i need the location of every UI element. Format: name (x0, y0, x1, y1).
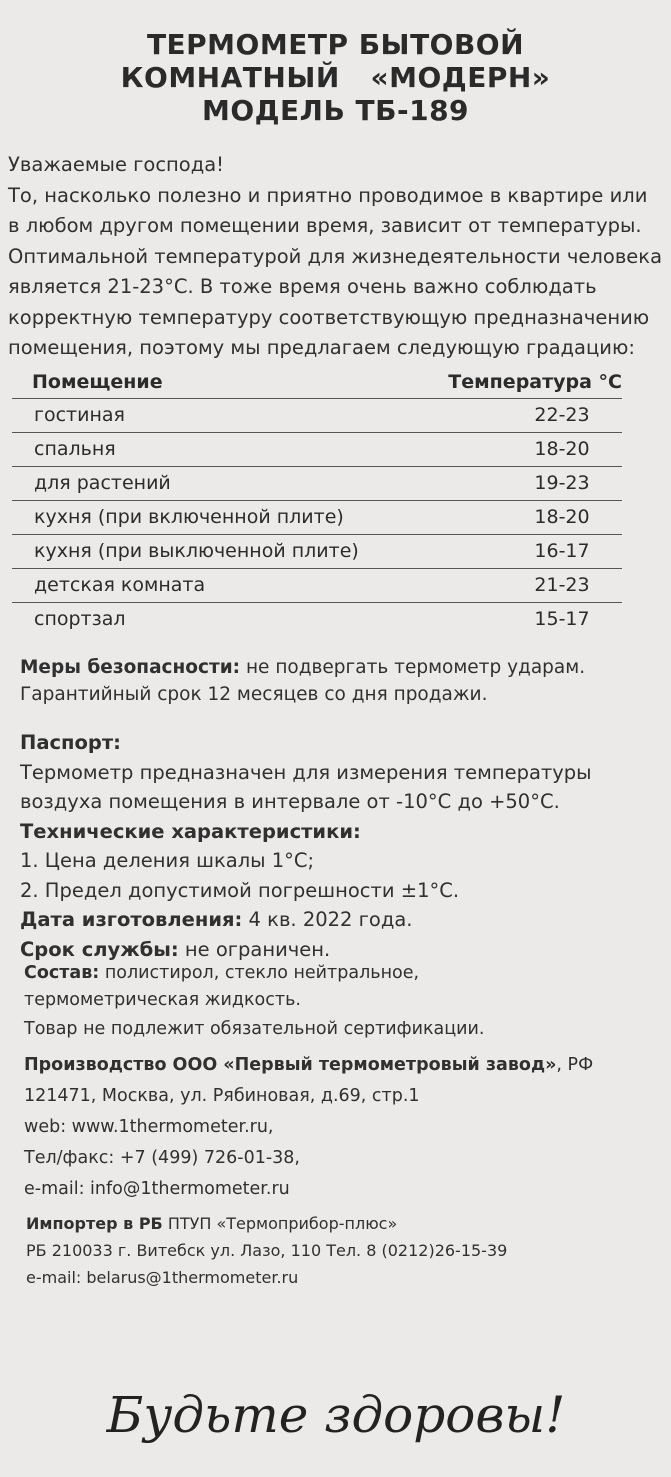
specs-label: Технические характеристики: (20, 819, 361, 843)
composition-section (24, 960, 664, 1013)
warranty-text: Гарантийный срок 12 месяцев со дня продажи. (20, 684, 488, 705)
manufacturer-phone: Тел/факс: +7 (499) 726-01-38, (24, 1148, 300, 1168)
certification-note: Товар не подлежит обязательной сертификации. (24, 1019, 485, 1039)
room-cell: для растений (34, 472, 171, 494)
temperature-cell: 19-23 (534, 472, 590, 494)
handwritten-slogan (106, 1370, 566, 1460)
manufacture-date-value: 4 кв. 2022 года. (242, 908, 413, 931)
column-header-temperature: Температура °С (448, 371, 622, 393)
temperature-cell: 22-23 (534, 404, 590, 426)
intro-line: То, насколько полезно и приятно проводимое в квартире или (8, 183, 648, 207)
passport-label: Паспорт: (20, 731, 121, 754)
importer-name: ПТУП «Термоприбор-плюс» (162, 1214, 398, 1233)
safety-section (20, 654, 660, 708)
room-cell: кухня (при выключенной плите) (34, 540, 359, 562)
temperature-table (12, 366, 622, 636)
table-row (12, 433, 622, 467)
room-cell: спальня (34, 438, 116, 460)
slogan (0, 1370, 671, 1464)
spec-item: 1. Цена деления шкалы 1°С; (20, 849, 315, 872)
intro-paragraph (8, 150, 668, 364)
passport-line: воздуха помещения в интервале от -10°С до +50°С. (20, 790, 560, 813)
intro-line: Уважаемые господа! (8, 153, 224, 176)
temperature-cell: 21-23 (534, 574, 590, 596)
manufacture-date-label: Дата изготовления: (20, 908, 243, 931)
title-line-3: МОДЕЛЬ ТБ-189 (201, 94, 470, 127)
table-row (12, 603, 622, 636)
document-title (0, 28, 671, 127)
intro-line: корректную температуру соответствующую предназначению (8, 305, 650, 329)
importer-address: РБ 210033 г. Витебск ул. Лазо, 110 Тел. 8 (0212)26-15-39 (26, 1241, 508, 1260)
manufacturer-email: e-mail: info@1thermometer.ru (24, 1179, 290, 1199)
temperature-cell: 15-17 (534, 608, 590, 630)
composition-label: Состав: (24, 963, 100, 983)
spec-item: 2. Предел допустимой погрешности ±1°С. (20, 878, 460, 902)
importer-section (26, 1210, 666, 1291)
title-line-2: КОМНАТНЫЙ «МОДЕРН» (120, 61, 551, 94)
table-row (12, 399, 622, 433)
table-row (12, 569, 622, 603)
composition-text: термометрическая жидкость. (24, 989, 301, 1010)
table-header (12, 366, 622, 399)
room-cell: гостиная (34, 404, 125, 426)
service-life-value: не ограничен. (178, 937, 331, 961)
importer-email: e-mail: belarus@1thermometer.ru (26, 1268, 299, 1287)
service-life-label: Срок службы: (20, 937, 179, 961)
room-cell: детская комната (34, 574, 206, 596)
manufacturer-section (24, 1050, 664, 1205)
passport-line: Термометр предназначен для измерения температуры (20, 760, 592, 784)
temperature-cell: 18-20 (534, 438, 590, 460)
safety-text: не подвергать термометр ударам. (240, 657, 586, 678)
table-row (12, 501, 622, 535)
column-header-room: Помещение (32, 371, 163, 393)
composition-text: полистирол, стекло нейтральное, (99, 963, 420, 983)
room-cell: спортзал (34, 608, 126, 630)
manufacturer-address: 121471, Москва, ул. Рябиновая, д.69, стр.1 (24, 1086, 420, 1106)
room-cell: кухня (при включенной плите) (34, 506, 344, 528)
manufacturer-web: web: www.1thermometer.ru, (24, 1117, 274, 1137)
safety-label: Меры безопасности: (20, 657, 241, 678)
passport-section (20, 728, 660, 964)
intro-line: помещения, поэтому мы предлагаем следующую градацию: (8, 336, 635, 359)
intro-line: в любом другом помещении время, зависит от температуры. (8, 214, 642, 237)
table-row (12, 467, 622, 501)
intro-line: Оптимальной температурой для жизнедеятельности человека (8, 244, 663, 268)
table-row (12, 535, 622, 569)
manufacturer-name: Производство ООО «Первый термометровый завод» (24, 1055, 557, 1075)
title-line-1: ТЕРМОМЕТР БЫТОВОЙ (146, 28, 525, 61)
temperature-cell: 16-17 (534, 540, 590, 562)
temperature-cell: 18-20 (534, 506, 590, 528)
slogan-text: Будьте здоровы! (106, 1386, 565, 1444)
manufacturer-country: , РФ (556, 1055, 594, 1075)
intro-line: является 21-23°С. В тоже время очень важно соблюдать (8, 275, 597, 298)
importer-label: Импортер в РБ (26, 1214, 163, 1233)
